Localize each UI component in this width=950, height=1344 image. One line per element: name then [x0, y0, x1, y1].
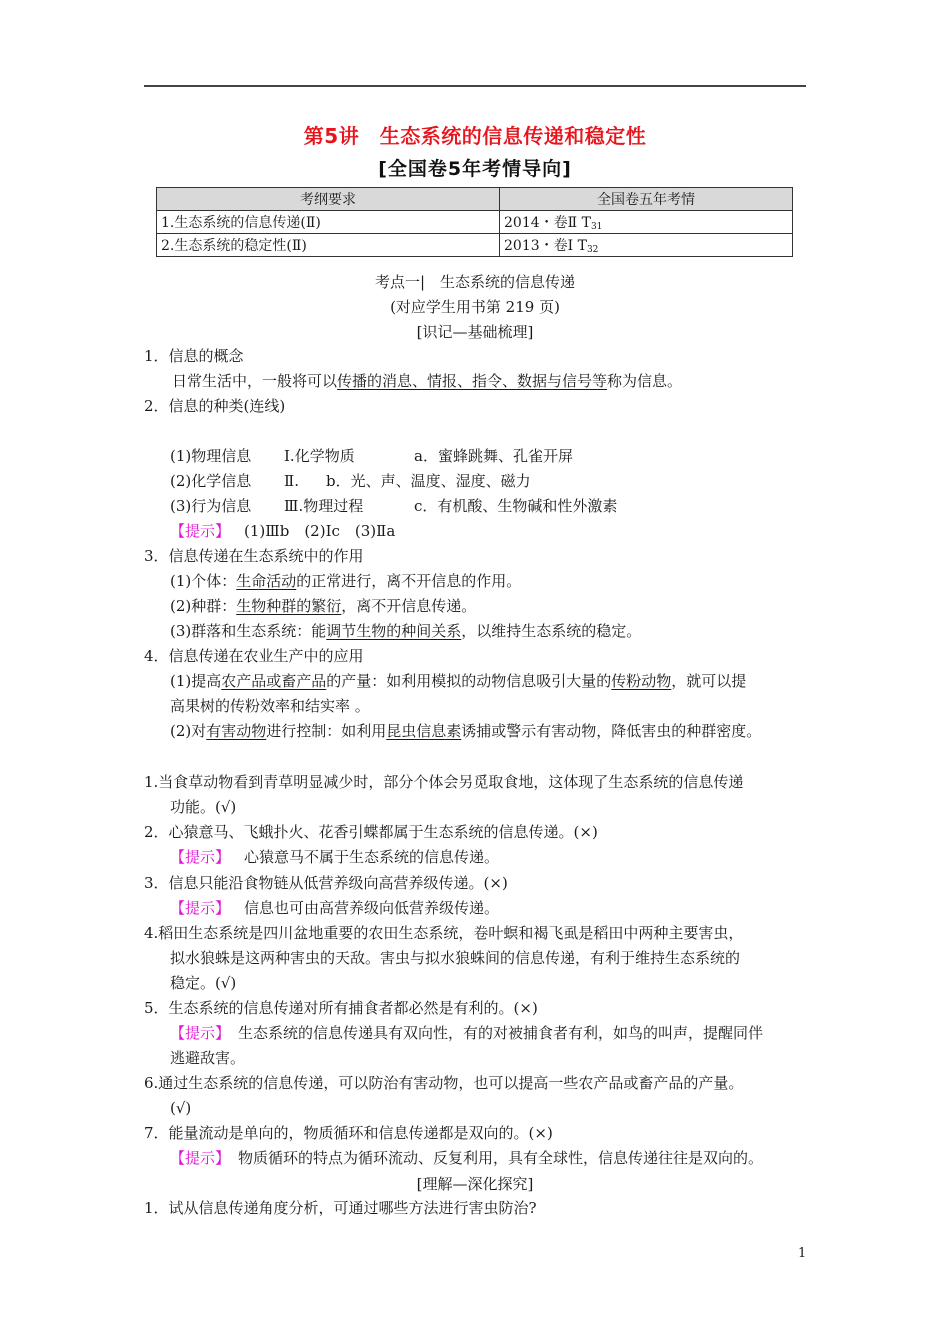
judgment-1-cont: 功能。(√): [170, 798, 237, 816]
part-title-basics: [识记—基础梳理]: [416, 323, 534, 341]
item-4-yield: (1)提高农产品或畜产品的产量：如利用模拟的动物信息吸引大量的传粉动物，就可以提: [170, 672, 747, 690]
judgment-2: 2．心猿意马、飞蛾扑火、花香引蝶都属于生态系统的信息传递。(×): [144, 823, 598, 841]
section-heading: 考点一| 生态系统的信息传递: [374, 273, 576, 291]
table-row: [157, 234, 793, 257]
judgment-4: 4.稻田生态系统是四川盆地重要的农田生态系统，卷叶螟和褐飞虱是稻田中两种主要害虫，: [144, 924, 744, 942]
exam-year-cell: 2014・卷Ⅱ $T_{31}$: [500, 211, 793, 234]
item-3-community: (3)群落和生态系统：能调节生物的种间关系，以维持生态系统的稳定。: [170, 622, 642, 640]
judgment-5: 5．生态系统的信息传递对所有捕食者都必然是有利的。(×): [144, 999, 538, 1017]
table-header-row: [157, 188, 793, 211]
column-header-requirements: 考纲要求: [157, 188, 500, 211]
judgment-4-cont: 拟水狼蛛是这两种害虫的天敌。害虫与拟水狼蛛间的信息传递，有利于维持生态系统的: [170, 949, 741, 967]
hint-label: 【提示】: [170, 522, 231, 540]
part-title-explore: [理解—深化探究]: [416, 1175, 534, 1193]
matching-row: (3)行为信息 Ⅲ.物理过程 c．有机酸、生物碱和性外激素: [170, 497, 618, 515]
judgment-7: 7．能量流动是单向的，物质循环和信息传递都是双向的。(×): [144, 1124, 553, 1142]
matching-row: (1)物理信息 Ⅰ.化学物质 a．蜜蜂跳舞、孔雀开屏: [170, 447, 573, 465]
page-header-rule: [144, 85, 806, 87]
requirement-cell: 2.生态系统的稳定性(Ⅱ): [157, 234, 500, 257]
item-4-title: 4．信息传递在农业生产中的应用: [144, 647, 364, 665]
judgment-3-hint: 【提示】 信息也可由高营养级向低营养级传递。: [170, 899, 500, 917]
hint-label: 【提示】: [170, 848, 231, 866]
judgment-5-hint-cont: 逃避敌害。: [170, 1049, 246, 1067]
exam-requirements-table: [156, 187, 793, 257]
judgment-2-hint: 【提示】 心猿意马不属于生态系统的信息传递。: [170, 848, 500, 866]
exam-trend-subtitle: [全国卷5年考情导向]: [378, 158, 572, 180]
item-4-yield-cont: 高果树的传粉效率和结实率 。: [170, 697, 370, 715]
hint-label: 【提示】: [170, 1024, 231, 1042]
column-header-exam-history: 全国卷五年考情: [500, 188, 793, 211]
judgment-3: 3．信息只能沿食物链从低营养级向高营养级传递。(×): [144, 874, 508, 892]
exam-year-cell: 2013・卷Ⅰ $T_{32}$: [500, 234, 793, 257]
judgment-6: 6.通过生态系统的信息传递，可以防治有害动物，也可以提高一些农产品或畜产品的产量。: [144, 1074, 744, 1092]
book-page-reference: (对应学生用书第 219 页): [390, 298, 560, 316]
lesson-title: 第5讲 生态系统的信息传递和稳定性: [303, 124, 647, 148]
judgment-1: 1.当食草动物看到青草明显减少时，部分个体会另觅取食地，这体现了生态系统的信息传递: [144, 773, 744, 791]
judgment-7-hint: 【提示】 物质循环的特点为循环流动、反复利用，具有全球性，信息传递往往是双向的。: [170, 1149, 764, 1167]
judgment-4-cont2: 稳定。(√): [170, 974, 237, 992]
matching-hint: 【提示】 (1)Ⅲb (2)Ⅰc (3)Ⅱa: [170, 522, 396, 540]
requirement-cell: 1.生态系统的信息传递(Ⅱ): [157, 211, 500, 234]
fill-blank-answer: 传播的消息、情报、指令、数据与信号等: [337, 372, 608, 390]
item-1-text: 日常生活中，一般将可以传播的消息、情报、指令、数据与信号等称为信息。: [172, 372, 683, 390]
page-number: 1: [798, 1246, 807, 1261]
hint-label: 【提示】: [170, 899, 231, 917]
item-3-individual: (1)个体：生命活动的正常进行，离不开信息的作用。: [170, 572, 522, 590]
item-3-population: (2)种群：生物种群的繁衍，离不开信息传递。: [170, 597, 477, 615]
item-3-title: 3．信息传递在生态系统中的作用: [144, 547, 364, 565]
matching-row: (2)化学信息 Ⅱ. b．光、声、温度、湿度、磁力: [170, 472, 531, 490]
hint-label: 【提示】: [170, 1149, 231, 1167]
judgment-6-cont: (√): [170, 1099, 192, 1117]
table-row: [157, 211, 793, 234]
item-1-title: 1．信息的概念: [144, 347, 244, 365]
item-2-title: 2．信息的种类(连线): [144, 397, 286, 415]
item-4-pest-control: (2)对有害动物进行控制：如利用昆虫信息素诱捕或警示有害动物，降低害虫的种群密度。: [170, 722, 762, 740]
explore-question-1: 1．试从信息传递角度分析，可通过哪些方法进行害虫防治?: [144, 1199, 537, 1217]
judgment-5-hint: 【提示】 生态系统的信息传递具有双向性，有的对被捕食者有利，如鸟的叫声，提醒同伴: [170, 1024, 764, 1042]
